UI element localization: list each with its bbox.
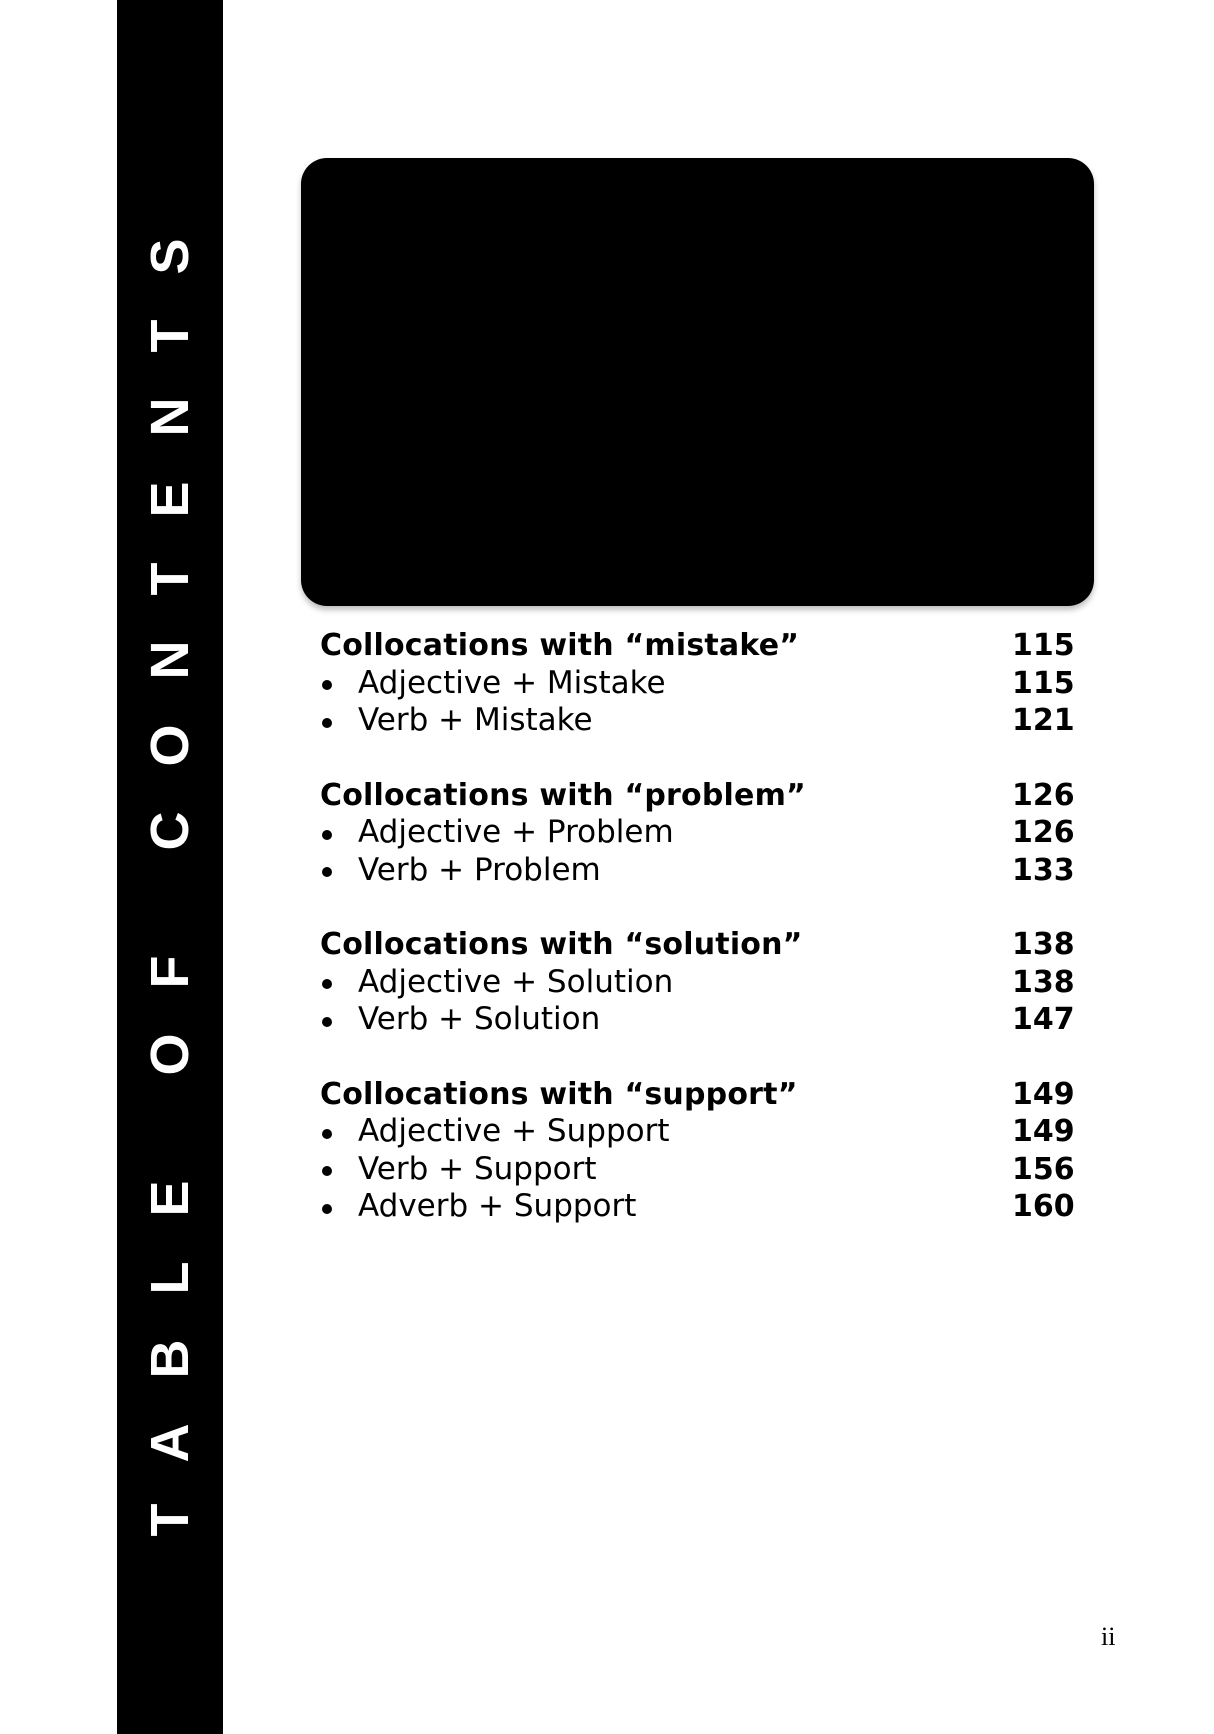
toc-section-support [320,1076,1075,1226]
toc-page-number: 115 [1012,665,1075,701]
toc-heading-row[interactable] [320,627,1075,665]
toc-heading-row[interactable] [320,926,1075,964]
toc-item-row[interactable] [320,664,1075,703]
toc-page-number: 133 [1012,852,1075,888]
toc-item-row[interactable] [320,963,1075,1002]
toc-page-number: 147 [1012,1002,1075,1037]
toc-page-number: 121 [1012,703,1075,738]
toc-item-row[interactable] [320,1113,1075,1151]
toc-item-label: Adjective + Problem [320,814,674,852]
toc-heading-row[interactable] [320,1076,1075,1114]
hero-box [301,158,1094,606]
toc-page-number: 138 [1012,964,1075,1000]
toc-page-number: 160 [1012,1189,1075,1224]
toc-item-label: Verb + Problem [320,852,601,890]
toc-heading-row[interactable] [320,777,1075,815]
toc-heading-label: Collocations with “support” [320,1076,798,1112]
toc-item-row[interactable] [320,1188,1075,1226]
toc-item-row[interactable] [320,1150,1075,1189]
toc-section-mistake [320,627,1075,740]
toc-section-solution [320,926,1075,1039]
toc-page-number: 149 [1012,1114,1075,1149]
toc-page-number: 138 [1012,927,1075,962]
toc-section-problem [320,777,1075,890]
toc-item-row[interactable] [320,814,1075,852]
toc-item-label: Verb + Support [320,1151,597,1189]
toc-page-number: 126 [1012,815,1075,850]
page-number: ii [1101,1622,1116,1651]
toc-item-label: Adjective + Support [320,1113,669,1151]
toc-item-row[interactable] [320,851,1075,890]
toc-page-number: 149 [1012,1076,1075,1112]
toc-heading-label: Collocations with “mistake” [320,628,800,663]
toc-item-label: Verb + Solution [320,1001,600,1039]
toc-heading-label: Collocations with “problem” [320,777,806,813]
toc-item-label: Adverb + Support [320,1188,636,1226]
toc-item-row[interactable] [320,702,1075,740]
table-of-contents [320,627,1075,1263]
side-title: TABLE OF CONTENTS [140,193,200,1537]
toc-page-number: 126 [1012,777,1075,813]
toc-item-label: Verb + Mistake [320,702,593,740]
toc-item-row[interactable] [320,1001,1075,1039]
toc-item-label: Adjective + Solution [320,964,673,1002]
toc-item-label: Adjective + Mistake [320,665,666,703]
toc-page-number: 156 [1012,1151,1075,1187]
toc-page-number: 115 [1012,628,1075,663]
toc-heading-label: Collocations with “solution” [320,927,803,962]
